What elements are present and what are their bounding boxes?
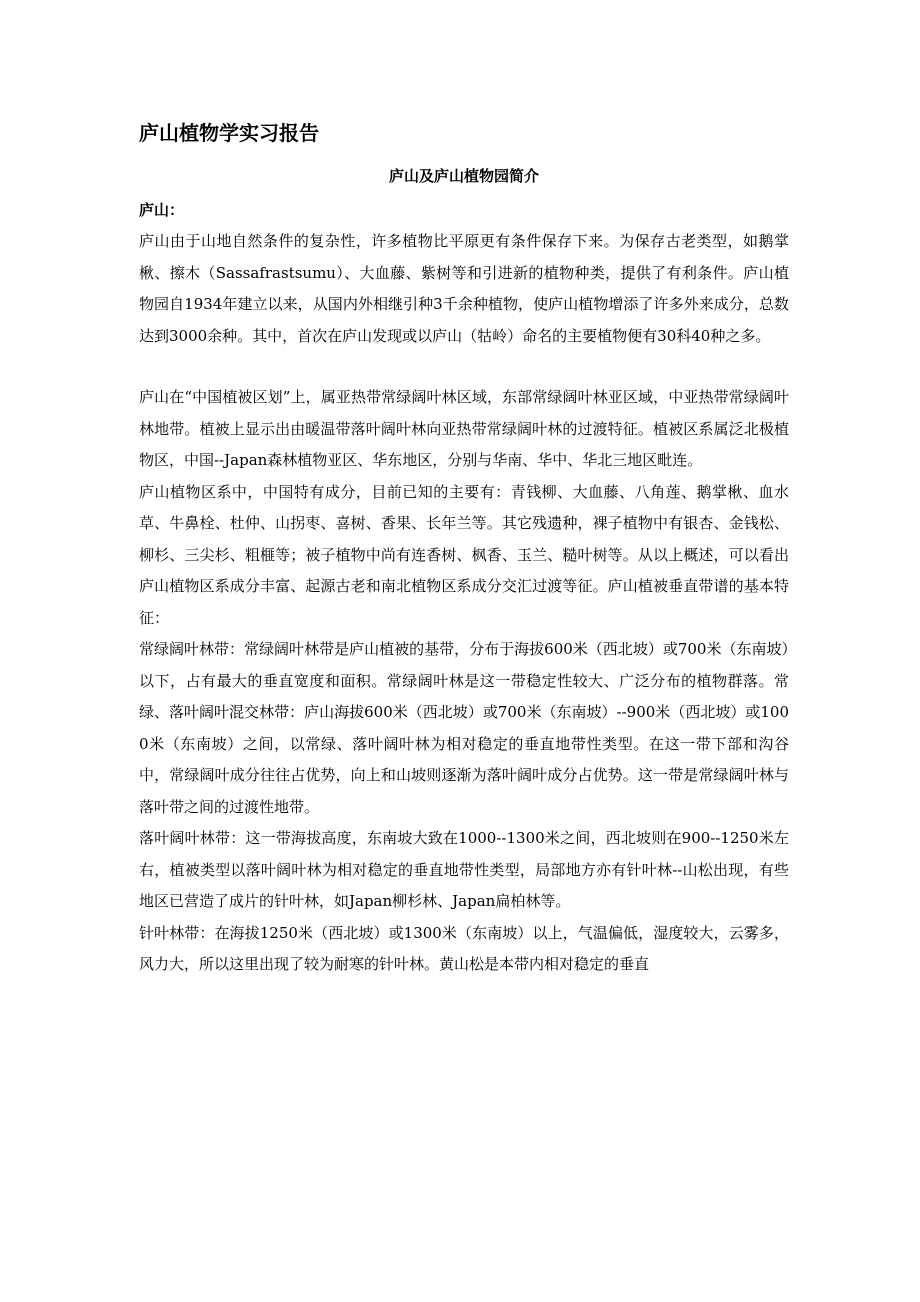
sub-heading-lushan: 庐山： [139,201,185,219]
paragraph-deciduous-belt: 落叶阔叶林带：这一带海拔高度，东南坡大致在1000--1300米之间，西北坡则在900--1250米左右，植被类型以落叶阔叶林为相对稳定的垂直地带性类型，局部地方亦有针叶林--山松出现，有些地区已营造了成片的针叶林，如Japan柳杉林、Japan扁柏林等。 [139,829,789,910]
paragraph-conifer-belt: 针叶林带：在海拔1250米（西北坡）或1300米（东南坡）以上，气温偏低，湿度较大，云雾多，风力大，所以这里出现了较为耐寒的针叶林。黄山松是本带内相对稳定的垂直 [139,923,789,973]
section-title: 庐山及庐山植物园简介 [388,167,539,185]
document-title: 庐山植物学实习报告 [139,121,319,145]
document-page [139,118,789,981]
paragraph-evergreen-belt: 常绿阔叶林带：常绿阔叶林带是庐山植被的基带，分布于海拔600米（西北坡）或700米（东南坡）以下，占有最大的垂直宽度和面积。常绿阔叶林是这一带稳定性较大、广泛分布的植物群落。常绿、落叶阔叶混交林带：庐山海拔600米（西北坡）或700米（东南坡）--900米（西北坡）或1000米（东南坡）之间，以常绿、落叶阔叶林为相对稳定的垂直地带性类型。在这一带下部和沟谷中，常绿阔叶成分往往占优势，向上和山坡则逐渐为落叶阔叶成分占优势。这一带是常绿阔叶林与落叶带之间的过渡性地带。 [139,640,789,816]
paragraph-flora: 庐山植物区系中，中国特有成分，目前已知的主要有：青钱柳、大血藤、八角莲、鹅掌楸、血水草、牛鼻栓、杜仲、山拐枣、喜树、香果、长年兰等。其它残遗种，裸子植物中有银杏、金钱松、柳杉、三尖杉、粗榧等；被子植物中尚有连香树、枫香、玉兰、糙叶树等。从以上概述，可以看出庐山植物区系成分丰富、起源古老和南北植物区系成分交汇过渡等征。庐山植被垂直带谱的基本特征： [139,482,789,627]
paragraph-gap [139,352,789,382]
paragraph-vegetation-zone: 庐山在“中国植被区划”上，属亚热带常绿阔叶林区域，东部常绿阔叶林亚区域，中亚热带常绿阔叶林地带。植被上显示出由暖温带落叶阔叶林向亚热带常绿阔叶林的过渡特征。植被区系属泛北极植物区，中国--Japan森林植物亚区、华东地区，分别与华南、华中、华北三地区毗连。 [139,388,789,469]
paragraph-intro: 庐山由于山地自然条件的复杂性，许多植物比平原更有条件保存下来。为保存古老类型，如鹅掌楸、擦木（Sassafrastsumu）、大血藤、紫树等和引进新的植物种类，提供了有利条件。庐山植物园自1934年建立以来，从国内外相继引种3千余种植物，使庐山植物增添了许多外来成分，总数达到3000余种。其中，首次在庐山发现或以庐山（牯岭）命名的主要植物便有30科40种之多。 [139,232,789,345]
